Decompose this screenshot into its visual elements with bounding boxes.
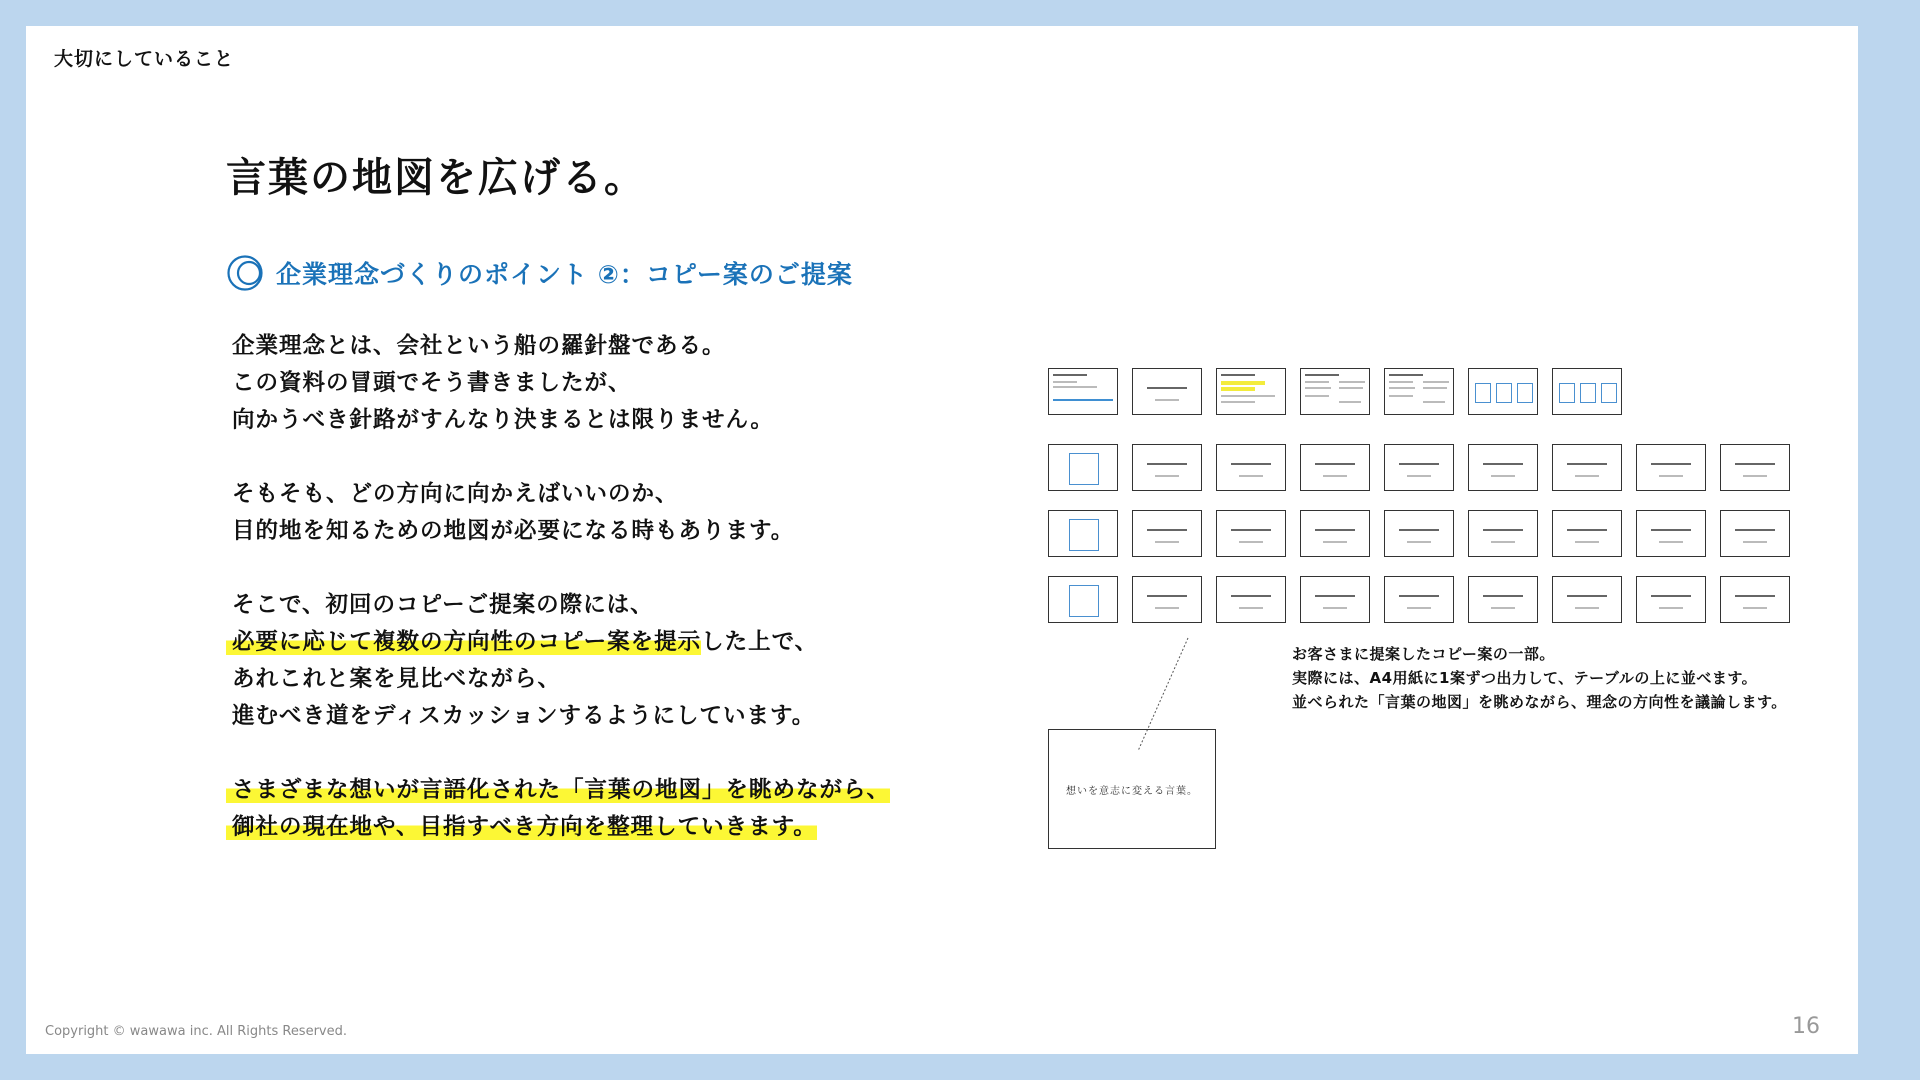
body-line bbox=[232, 624, 1012, 661]
copy-thumbnail bbox=[1216, 510, 1286, 557]
copy-thumbnail bbox=[1552, 444, 1622, 491]
copy-thumbnail bbox=[1132, 444, 1202, 491]
copy-thumbnail bbox=[1720, 510, 1790, 557]
subheading bbox=[226, 254, 853, 292]
copy-thumbnail bbox=[1216, 368, 1286, 415]
copy-thumbnail bbox=[1300, 576, 1370, 623]
copy-thumbnail bbox=[1384, 576, 1454, 623]
caption-line: 並べられた「言葉の地図」を眺めながら、理念の方向性を議論します。 bbox=[1292, 693, 1787, 711]
body-line bbox=[232, 809, 1012, 846]
body-line: 進むべき道をディスカッションするようにしています。 bbox=[232, 703, 816, 729]
body-line: この資料の冒頭でそう書きましたが、 bbox=[232, 370, 632, 396]
section-label: 大切にしていること bbox=[54, 48, 235, 70]
caption-line: 実際には、A4用紙に1案ずつ出力して、テーブルの上に並べます。 bbox=[1292, 669, 1758, 687]
copy-thumbnail bbox=[1384, 444, 1454, 491]
copy-thumbnail bbox=[1552, 368, 1622, 415]
figure-caption bbox=[1292, 642, 1787, 714]
enlarged-copy-card bbox=[1048, 729, 1216, 849]
copy-thumbnail bbox=[1468, 510, 1538, 557]
enlarged-card-text: 想いを意志に変える言葉。 bbox=[1066, 785, 1198, 797]
copy-thumbnail bbox=[1132, 368, 1202, 415]
copy-thumbnail bbox=[1048, 368, 1118, 415]
copyright: Copyright © wawawa inc. All Rights Reserved. bbox=[45, 1024, 348, 1039]
copy-thumbnail bbox=[1384, 510, 1454, 557]
copy-thumbnail bbox=[1300, 510, 1370, 557]
highlighted-text: 必要に応じて複数の方向性のコピー案を提示 bbox=[226, 629, 701, 655]
copy-thumbnail bbox=[1720, 576, 1790, 623]
copy-thumbnail bbox=[1552, 510, 1622, 557]
slide bbox=[26, 26, 1858, 1054]
copy-thumbnail bbox=[1636, 510, 1706, 557]
page-title: 言葉の地図を広げる。 bbox=[226, 155, 646, 201]
page-number: 16 bbox=[1792, 1014, 1820, 1039]
body-line: あれこれと案を見比べながら、 bbox=[232, 666, 562, 692]
copy-thumbnail bbox=[1468, 368, 1538, 415]
double-circle-icon bbox=[226, 254, 264, 292]
copy-thumbnail bbox=[1552, 576, 1622, 623]
copy-thumbnail bbox=[1720, 444, 1790, 491]
copy-thumbnail bbox=[1132, 510, 1202, 557]
body-text bbox=[232, 328, 1012, 846]
copy-thumbnail bbox=[1300, 444, 1370, 491]
highlighted-text: 御社の現在地や、目指すべき方向を整理していきます。 bbox=[226, 814, 817, 840]
copy-thumbnail bbox=[1048, 510, 1118, 557]
copy-thumbnail bbox=[1468, 444, 1538, 491]
body-line: 向かうべき針路がすんなり決まるとは限りません。 bbox=[232, 407, 774, 433]
copy-thumbnail bbox=[1300, 368, 1370, 415]
body-line bbox=[232, 772, 1012, 809]
body-line: そもそも、どの方向に向かえばいいのか、 bbox=[232, 481, 679, 507]
body-line: そこで、初回のコピーご提案の際には、 bbox=[232, 592, 654, 618]
copy-thumbnail bbox=[1216, 444, 1286, 491]
copy-thumbnail bbox=[1636, 576, 1706, 623]
body-line: 企業理念とは、会社という船の羅針盤である。 bbox=[232, 333, 726, 359]
body-text-fragment: した上で、 bbox=[701, 629, 819, 655]
copy-thumbnail bbox=[1468, 576, 1538, 623]
subheading-text: 企業理念づくりのポイント ②：コピー案のご提案 bbox=[276, 260, 853, 289]
body-line: 目的地を知るための地図が必要になる時もあります。 bbox=[232, 518, 795, 544]
highlighted-text: さまざまな想いが言語化された「言葉の地図」を眺めながら、 bbox=[226, 777, 890, 803]
copy-thumbnail bbox=[1048, 444, 1118, 491]
copy-thumbnail bbox=[1636, 444, 1706, 491]
caption-line: お客さまに提案したコピー案の一部。 bbox=[1292, 645, 1555, 663]
copy-thumbnail bbox=[1384, 368, 1454, 415]
